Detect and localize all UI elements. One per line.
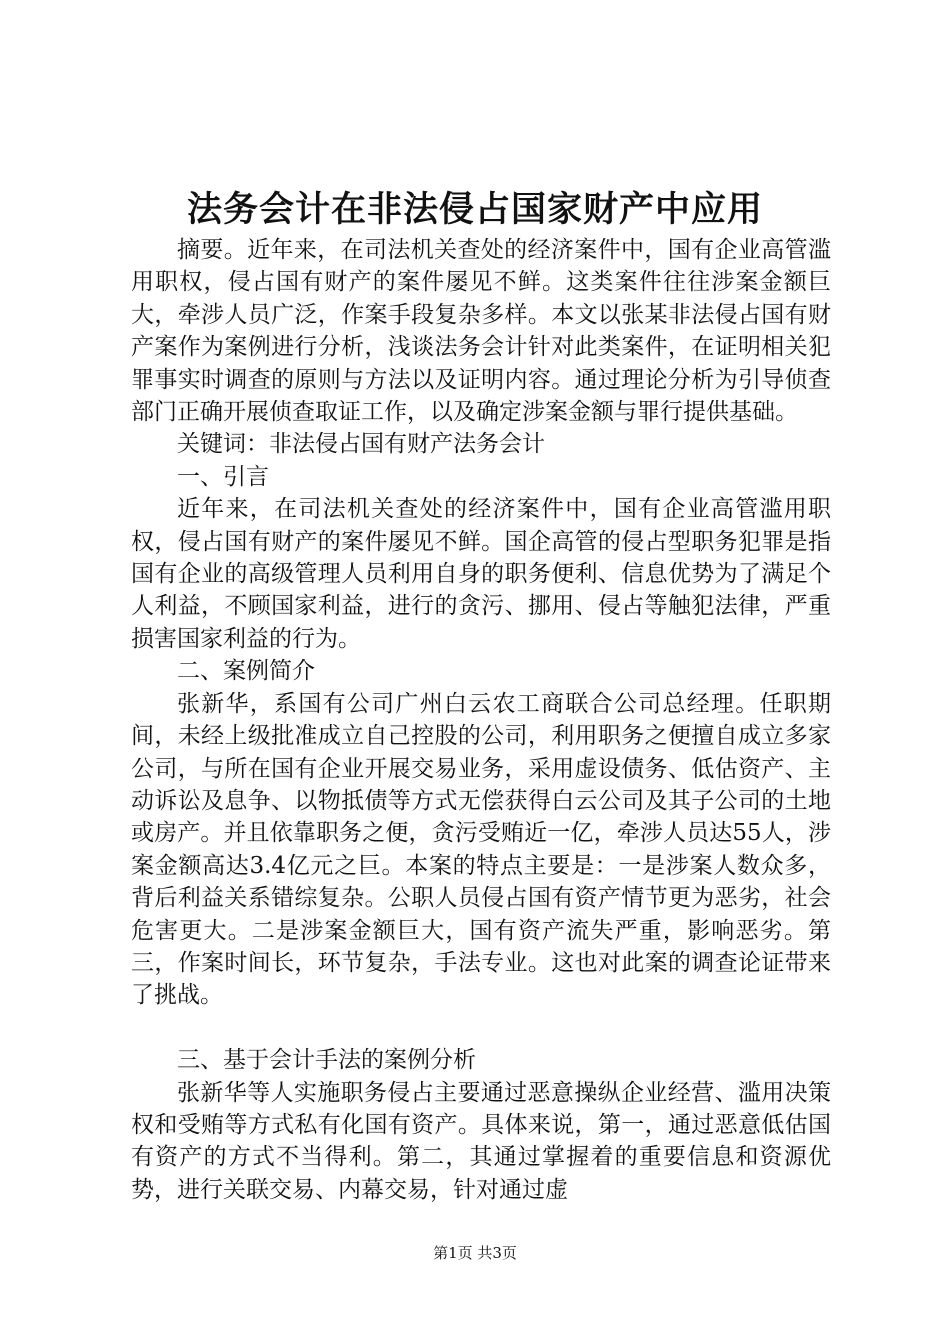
page-number-footer: 第1页 共3页 bbox=[433, 1244, 517, 1262]
introduction-paragraph: 近年来，在司法机关查处的经济案件中，国有企业高管滥用职权，侵占国有财产的案件屡见不鲜。国企高管的侵占型职务犯罪是指国有企业的高级管理人员利用自身的职务便利、信息优势为了满足个人利益，不顾国家利益，进行的贪污、挪用、侵占等触犯法律，严重损害国家利益的行为。 bbox=[131, 496, 831, 652]
section-heading-case-summary: 二、案例简介 bbox=[177, 658, 315, 685]
abstract-paragraph: 摘要。近年来，在司法机关查处的经济案件中，国有企业高管滥用职权，侵占国有财产的案件屡见不鲜。这类案件往往涉案金额巨大，牵涉人员广泛，作案手段复杂多样。本文以张某非法侵占国有财产案作为案例进行分析，浅谈法务会计针对此类案件，在证明相关犯罪事实时调查的原则与方法以及证明内容。通过理论分析为引导侦查部门正确开展侦查取证工作，以及确定涉案金额与罪行提供基础。 bbox=[131, 237, 831, 426]
section-heading-case-analysis: 三、基于会计手法的案例分析 bbox=[177, 1047, 476, 1074]
section-heading-introduction: 一、引言 bbox=[177, 463, 269, 490]
case-analysis-paragraph: 张新华等人实施职务侵占主要通过恶意操纵企业经营、滥用决策权和受贿等方式私有化国有资产。具体来说，第一，通过恶意低估国有资产的方式不当得利。第二，其通过掌握着的重要信息和资源优势，进行关联交易、内幕交易，针对通过虚 bbox=[131, 1079, 831, 1203]
document-body bbox=[131, 234, 831, 1206]
paragraph-spacer bbox=[131, 1012, 831, 1044]
document-title: 法务会计在非法侵占国家财产中应用 bbox=[186, 189, 763, 230]
case-summary-paragraph: 张新华，系国有公司广州白云农工商联合公司总经理。任职期间，未经上级批准成立自己控股的公司，利用职务之便擅自成立多家公司，与所在国有企业开展交易业务，采用虚设债务、低估资产、主动诉讼及息争、以物抵债等方式无偿获得白云公司及其子公司的土地或房产。并且依靠职务之便，贪污受贿近一亿，牵涉人员达55人，涉案金额高达3.4亿元之巨。本案的特点主要是：一是涉案人数众多，背后利益关系错综复杂。公职人员侵占国有资产情节更为恶劣，社会危害更大。二是涉案金额巨大，国有资产流失严重，影响恶劣。第三，作案时间长，环节复杂，手法专业。这也对此案的调查论证带来了挑战。 bbox=[131, 690, 831, 1009]
keywords-line: 关键词：非法侵占国有财产法务会计 bbox=[177, 431, 545, 458]
